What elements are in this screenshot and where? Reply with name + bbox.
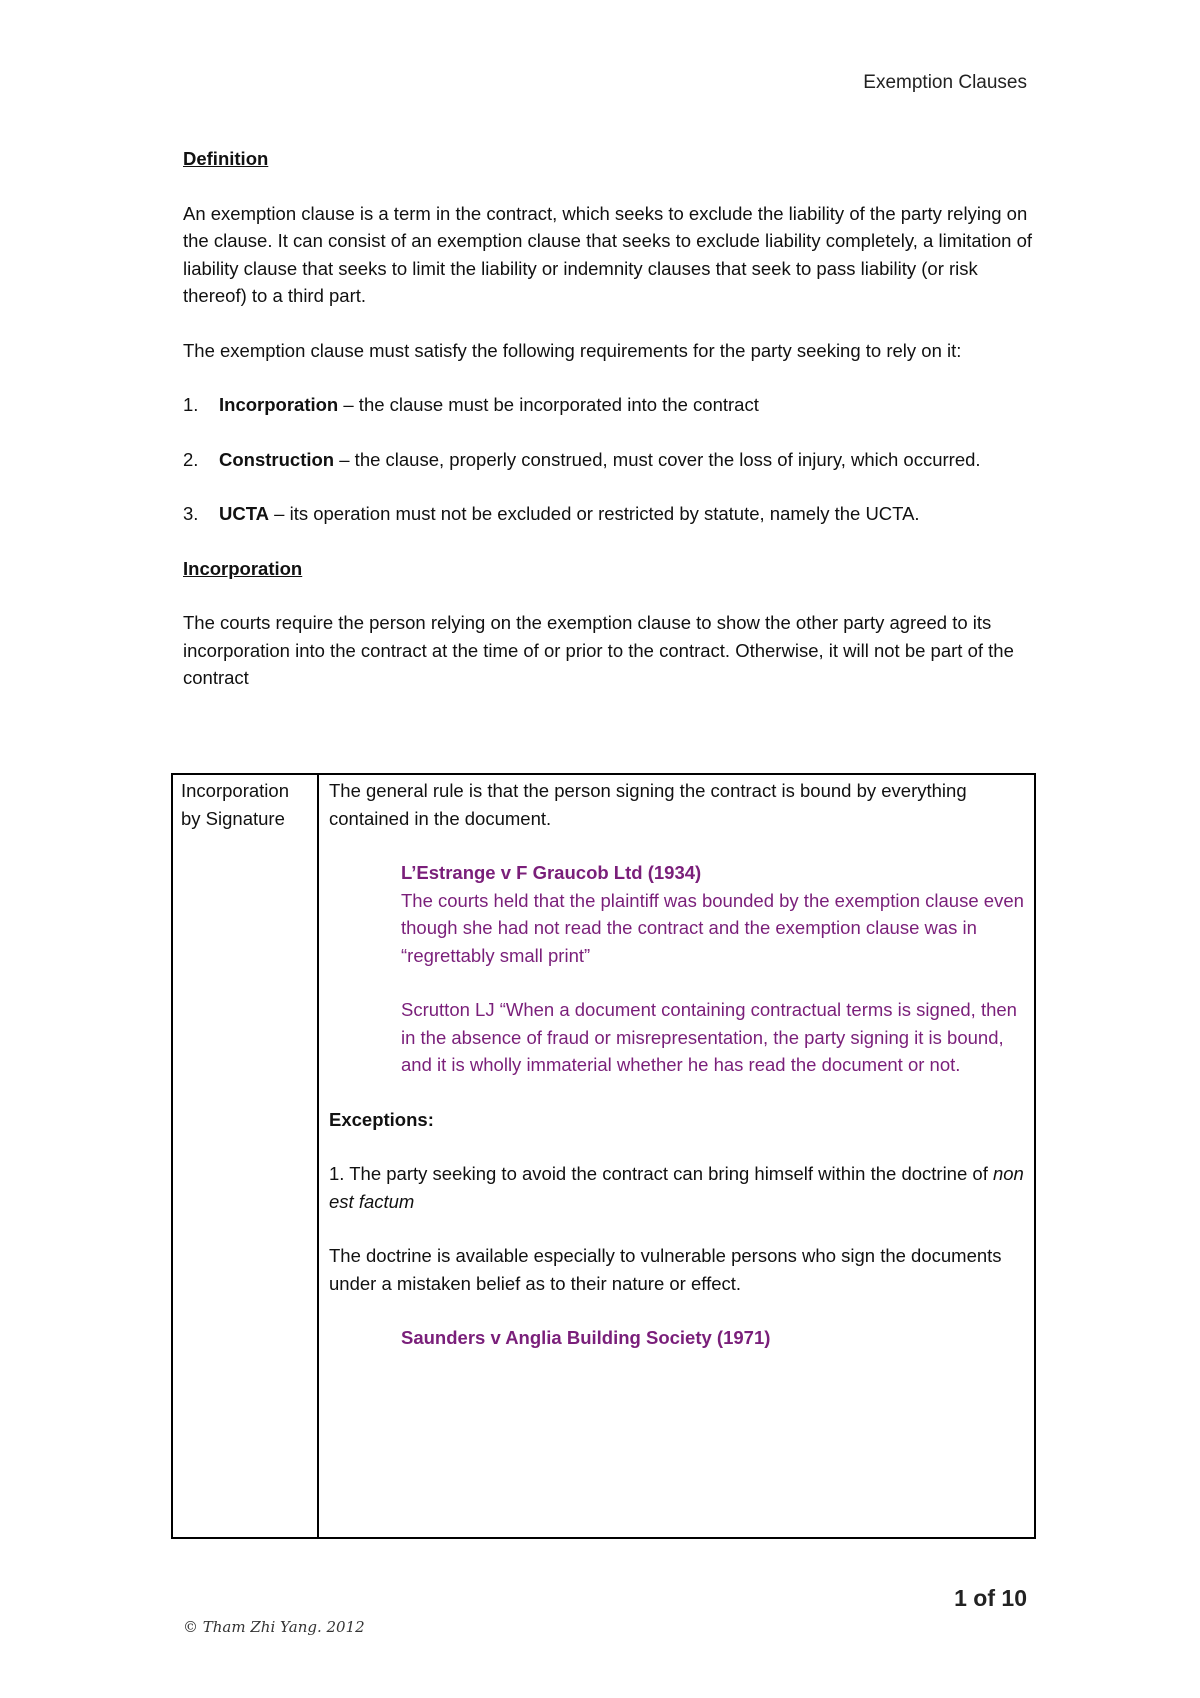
definition-paragraph: An exemption clause is a term in the contract, which seeks to exclude the liability of the party relying on the clause. It can consist of an exemption clause that seeks to exclude liability completely, a limitation of liability clause that seeks to limit the liability or indemnity clauses that seek to pass liability (or risk thereof) to a third part. <box>183 202 1033 306</box>
requirement-text: – the clause, properly construed, must cover the loss of injury, which occurred. <box>334 448 981 470</box>
doctrine-text: The doctrine is available especially to vulnerable persons who sign the documents under a mistaken belief as to their nature or effect. <box>329 1245 1002 1294</box>
list-number: 2. <box>183 448 199 470</box>
page-header-title: Exemption Clauses <box>863 72 1027 93</box>
list-number: 1. <box>183 394 199 415</box>
list-item <box>183 500 1033 528</box>
case-title: Saunders v Anglia Building Society (1971) <box>401 1327 771 1348</box>
requirements-intro: The exemption clause must satisfy the following requirements for the party seeking to rely on it: <box>183 339 962 361</box>
list-number: 3. <box>183 503 199 524</box>
document-body <box>183 145 1033 719</box>
exceptions-heading: Exceptions: <box>329 1108 434 1130</box>
incorporation-heading: Incorporation <box>183 557 303 579</box>
case-quote-block <box>401 996 1024 1079</box>
case-quote: Scrutton LJ “When a document containing contractual terms is signed, then in the absence of fraud or misrepresentation, the party signing it is bound, and it is wholly immaterial whether he has read the document or not. <box>401 999 1017 1075</box>
exception-latin-term: non est factum <box>329 1163 1024 1212</box>
incorporation-paragraph: The courts require the person relying on the exemption clause to show the other party agreed to its incorporation into the contract at the time of or prior to the contract. Otherwise, it will not be part of the contract <box>183 612 1014 688</box>
case-block-lestrange <box>401 859 1024 969</box>
requirement-text: – the clause must be incorporated into the contract <box>338 394 759 415</box>
exception-text: 1. The party seeking to avoid the contract can bring himself within the doctrine of <box>329 1163 993 1184</box>
requirement-text: – its operation must not be excluded or restricted by statute, namely the UCTA. <box>269 503 920 524</box>
page-number: 1 of 10 <box>954 1585 1027 1611</box>
list-item <box>183 446 1033 474</box>
copyright-notice: © Tham Zhi Yang. 2012 <box>183 1618 365 1636</box>
incorporation-table <box>171 773 1036 1539</box>
general-rule-text: The general rule is that the person signing the contract is bound by everything contained in the document. <box>329 780 967 829</box>
requirements-list <box>183 391 1033 528</box>
table-label-cell <box>173 775 319 1537</box>
case-block-saunders <box>401 1324 1024 1352</box>
case-title: L’Estrange v F Graucob Ltd (1934) <box>401 862 702 883</box>
exception-item <box>329 1160 1024 1215</box>
requirement-term: Construction <box>219 448 335 470</box>
requirement-term: UCTA <box>219 503 270 524</box>
definition-heading: Definition <box>183 148 269 169</box>
requirement-term: Incorporation <box>219 394 339 415</box>
list-item <box>183 391 1033 419</box>
table-content-cell <box>319 775 1034 1537</box>
table-row-label: Incorporation by Signature <box>181 780 289 829</box>
case-summary: The courts held that the plaintiff was bounded by the exemption clause even though she had not read the contract and the exemption clause was in “regrettably small print” <box>401 889 1024 966</box>
